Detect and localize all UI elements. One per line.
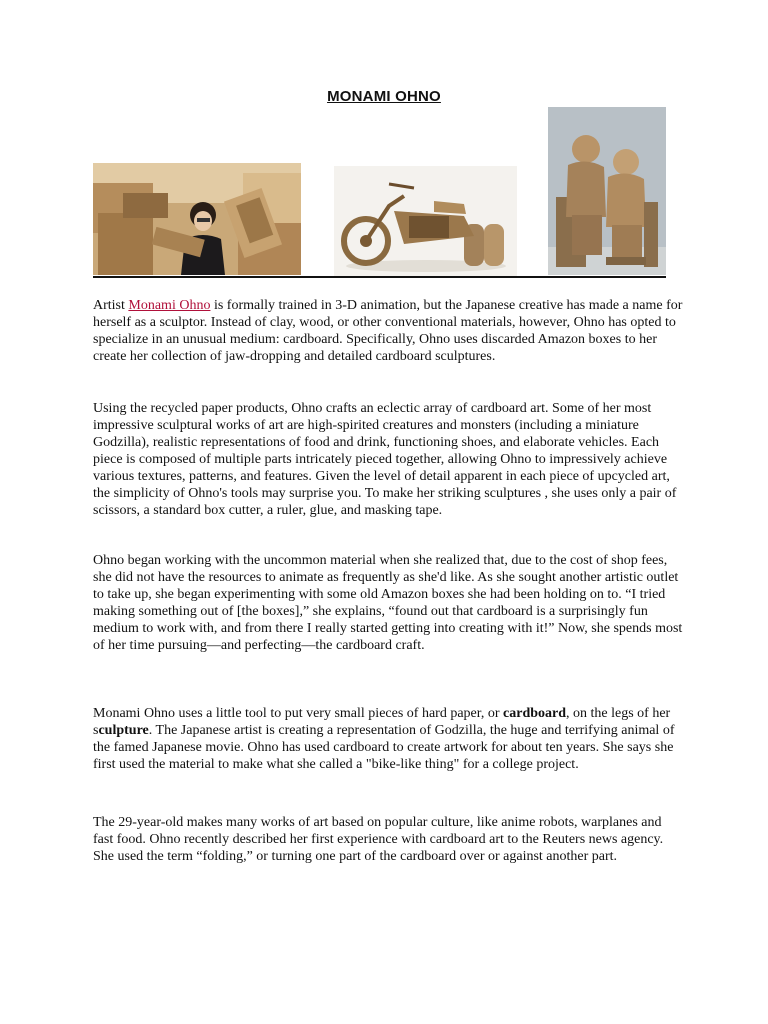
paragraph-4-part-1: Monami Ohno uses a little tool to put very small pieces of hard paper, or — [93, 706, 504, 721]
paragraph-1-intro: Artist — [93, 298, 129, 313]
paragraph-4 — [93, 705, 683, 773]
paragraph-4-part-2: , on the legs of her s — [93, 706, 671, 738]
photo-couple — [548, 107, 666, 275]
photo-artist — [93, 163, 301, 275]
paragraph-5: The 29-year-old makes many works of art based on popular culture, like anime robots, warplanes and fast food. Ohno recently described her first experience with cardboard art to the Reuters news agency. She used the term “folding,” or turning one part of the cardboard over or against another part. — [93, 815, 664, 864]
paragraph-1 — [93, 297, 683, 365]
paragraph-2: Using the recycled paper products, Ohno crafts an eclectic array of cardboard art. Some of her most impressive sculptural works of art are high-spirited creatures and monsters (including a miniature Godzilla), realistic representations of food and drink, functioning shoes, and elaborate vehicles. Each piece is composed of multiple parts intricately pieced together, allowing Ohno to impressively achieve various textures, patterns, and features. Given the level of detail apparent in each piece of upcycled art, the simplicity of Ohno's tools may surprise you. To make her striking sculptures , she uses only a pair of scissors, a standard box cutter, a ruler, glue, and masking tape. — [93, 401, 677, 518]
paragraph-1-text: is formally trained in 3-D animation, but the Japanese creative has made a name for herself as a sculptor. Instead of clay, wood, or other conventional materials, however, Ohno has opted to specialize in an unusual medium: cardboard. Specifically, Ohno uses discarded Amazon boxes to her create her collection of jaw-dropping and detailed cardboard sculptures. — [93, 298, 683, 364]
artist-name-link[interactable]: Monami Ohno — [128, 298, 211, 313]
bold-cardboard: cardboard — [503, 706, 567, 721]
paragraph-3: Ohno began working with the uncommon material when she realized that, due to the cost of shop fees, she did not have the resources to animate as frequently as she'd like. As she sought another artistic outlet to take up, she began experimenting with some old Amazon boxes she had been holding on to. “I tried making something out of [the boxes],” she explains, “found out that cardboard is a surprisingly fun medium to work with, and from there I really started getting into creating with it!” Now, she spends most of her time pursuing—and perfecting—the cardboard craft. — [93, 553, 683, 653]
page-title: MONAMI OHNO — [327, 88, 441, 105]
paragraph-4-part-3: . The Japanese artist is creating a representation of Godzilla, the huge and terrifying animal of the famed Japanese movie. Ohno has used cardboard to create artwork for about ten years. She says she first used the material to make what she called a "bike-like thing" for a college project. — [93, 723, 675, 772]
header-divider — [93, 276, 666, 278]
photo-bike — [334, 166, 517, 276]
bold-sculpture: culpture — [98, 723, 149, 738]
